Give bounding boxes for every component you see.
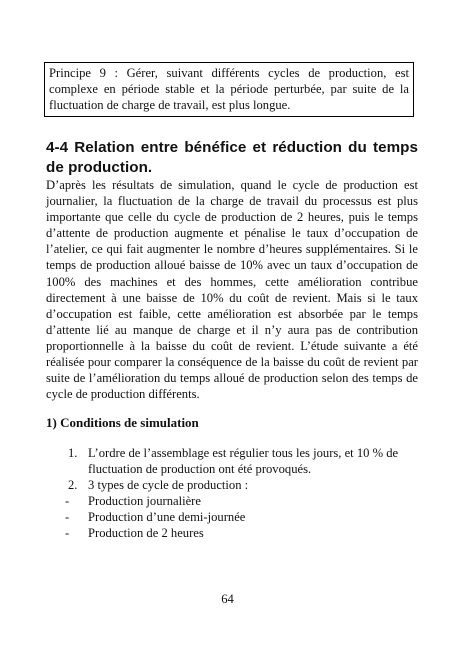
dash-list-item xyxy=(46,493,418,509)
subsection-heading: 1) Conditions de simulation xyxy=(46,415,199,430)
section-heading: 4-4 Relation entre bénéfice et réduction du temps de production. xyxy=(46,139,418,176)
numbered-list-item xyxy=(46,477,418,493)
dash-list-item xyxy=(46,509,418,525)
body-paragraph: D’après les résultats de simulation, quand le cycle de production est journalier, la fluctuation de la charge de travail du processus est plus importante que celle du cycle de production de 2 heures, puis le temps d’attente de production augmente et pénalise le taux d’occupation de l’atelier, ce qui fait augmenter le nombre d’heures supplémentaires. Si le temps de production alloué baisse de 10% avec un taux d’occupation de 100% des machines et des hommes, cette amélioration contribue directement à une baisse de 10% du coût de revient. Mais si le taux d’occupation est faible, cette amélioration est absorbée par le temps d’attente lié au manque de charge et il n’y aura pas de contribution proportionnelle à la baisse du coût de revient. L’étude suivante a été réalisée pour comparer la conséquence de la baisse du coût de revient par suite de l’amélioration du temps alloué de production selon des temps de cycle de production différents. xyxy=(46,178,418,402)
dash-marker: - xyxy=(65,494,70,508)
numbered-list xyxy=(46,445,418,493)
list-marker: 2. xyxy=(68,478,78,492)
dash-marker: - xyxy=(65,510,70,525)
dash-marker: - xyxy=(65,526,70,541)
list-item-text: Production d’une demi-journée xyxy=(88,510,246,525)
dash-list xyxy=(46,493,418,541)
principle-box xyxy=(44,62,414,117)
dash-list-item xyxy=(46,525,418,541)
list-marker: 1. xyxy=(68,446,78,460)
principle-text: Principe 9 : Gérer, suivant différents cycles de production, est complexe en période stable et la période perturbée, par suite de la fluctuation de charge de travail, est plus longue. xyxy=(49,66,409,112)
list-item-text: 3 types de cycle de production : xyxy=(88,478,249,492)
list-item-text: Production journalière xyxy=(88,494,201,508)
page-number: 64 xyxy=(221,592,234,606)
numbered-list-item xyxy=(46,445,418,477)
list-item-text: Production de 2 heures xyxy=(88,526,204,541)
list-item-text: L’ordre de l’assemblage est régulier tous les jours, et 10 % de fluctuation de production ont été provoqués. xyxy=(88,446,399,476)
